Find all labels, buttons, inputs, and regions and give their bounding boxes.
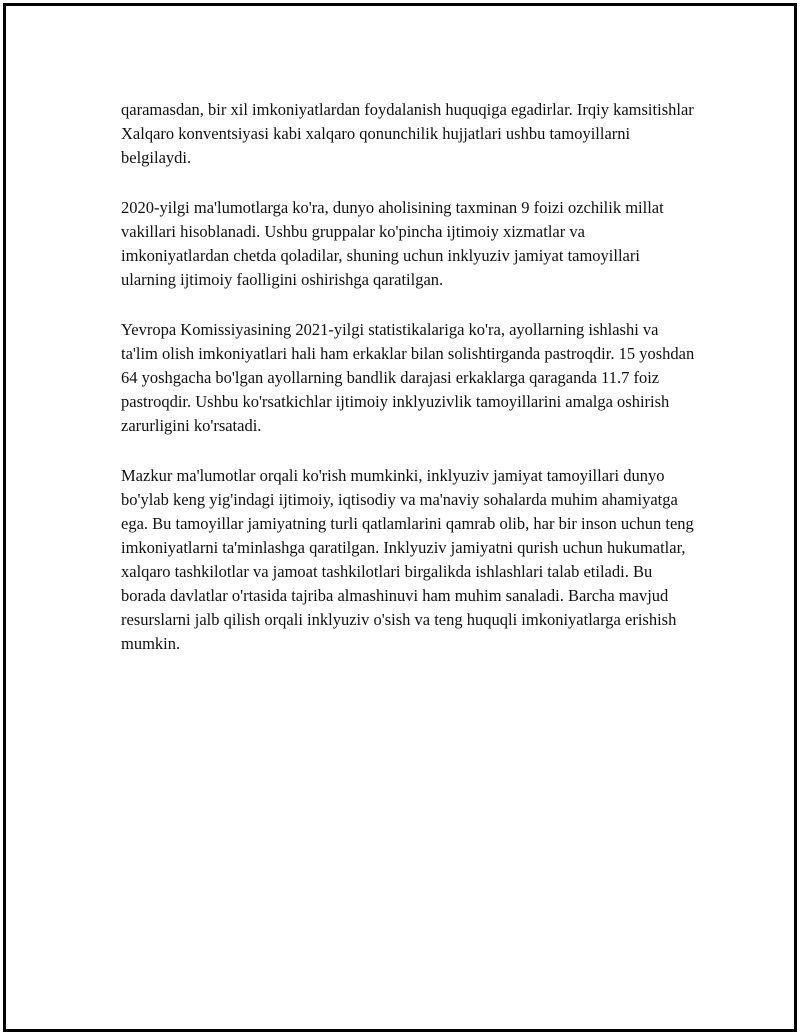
paragraph-1: qaramasdan, bir xil imkoniyatlardan foydalanish huquqiga egadirlar. Irqiy kamsitishlar Xalqaro konventsiyasi kabi xalqaro qonunchilik hujjatlari ushbu tamoyillarni belgilaydi. [121,100,694,167]
paragraph-3: Yevropa Komissiyasining 2021-yilgi statistikalariga ko'ra, ayollarning ishlashi va ta'lim olish imkoniyatlari hali ham erkaklar bilan solishtirganda pastroqdir. 15 yoshdan 64 yoshgacha bo'lgan ayollarning bandlik darajasi erkaklarga qaraganda 11.7 foiz pastroqdir. Ushbu ko'rsatkichlar ijtimoiy inklyuzivlik tamoyillarini amalga oshirish zarurligini ko'rsatadi. [121,320,695,435]
paragraph-4: Mazkur ma'lumotlar orqali ko'rish mumkinki, inklyuziv jamiyat tamoyillari dunyo bo'ylab keng yig'indagi ijtimoiy, iqtisodiy va ma'naviy sohalarda muhim ahamiyatga ega. Bu tamoyillar jamiyatning turli qatlamlarini qamrab olib, har bir inson uchun teng imkoniyatlarni ta'minlashga qaratilgan. Inklyuziv jamiyatni qurish uchun hukumatlar, xalqaro tashkilotlar va jamoat tashkilotlari birgalikda ishlashlari talab etiladi. Bu borada davlatlar o'rtasida tajriba almashinuvi ham muhim sanaladi. Barcha mavjud resurslarni jalb qilish orqali inklyuziv o'sish va teng huquqli imkoniyatlarga erishish mumkin. [121,466,694,653]
page-frame [3,3,797,1032]
paragraph-2: 2020-yilgi ma'lumotlarga ko'ra, dunyo aholisining taxminan 9 foizi ozchilik millat vakillari hisoblanadi. Ushbu gruppalar ko'pincha ijtimoiy xizmatlar va imkoniyatlardan chetda qoladilar, shuning uchun inklyuziv jamiyat tamoyillari ularning ijtimoiy faolligini oshirishga qaratilgan. [121,198,664,289]
page-content [121,98,696,682]
